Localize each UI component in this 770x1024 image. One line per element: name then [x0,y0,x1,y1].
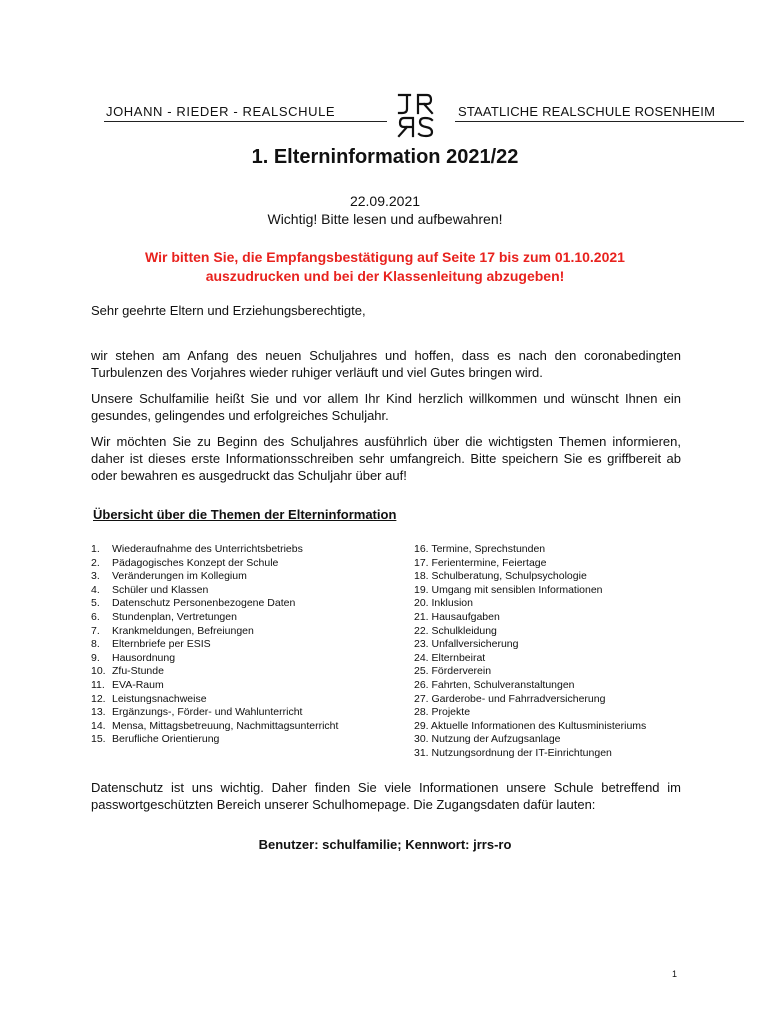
toc-item: 22. Schulkleidung [414,624,497,637]
toc-item: 27. Garderobe- und Fahrradversicherung [414,692,606,705]
toc-item: 12. Leistungsnachweise [91,692,207,705]
school-name-right: STAATLICHE REALSCHULE ROSENHEIM [458,104,716,119]
toc-item: 17. Ferientermine, Feiertage [414,556,547,569]
toc-item: 28. Projekte [414,706,471,719]
toc-item: 6. Stundenplan, Vertretungen [91,610,237,623]
document-title: 1. Elterninformation 2021/22 [251,146,519,168]
header-rule-left [104,121,387,122]
salutation: Sehr geehrte Eltern und Erziehungsberechtigte, [91,303,366,318]
toc-item: 9. Hausordnung [91,651,176,664]
school-name-left: JOHANN - RIEDER - REALSCHULE [106,104,336,119]
paragraph-intro: wir stehen am Anfang des neuen Schuljahres und hoffen, dass es nach den coronabedingten Turbulenzen des Vorjahres wieder ruhiger verläuft und viel Gutes bringen wird. [91,348,681,380]
toc-item: 1. Wiederaufnahme des Unterrichtsbetriebs [91,543,303,555]
header-rule-right [455,121,744,122]
toc-item: 15. Berufliche Orientierung [91,733,220,746]
important-note: Wichtig! Bitte lesen und aufbewahren! [267,211,503,227]
toc-item: 25. Förderverein [414,665,492,678]
notice-line-2: auszudrucken und bei der Klassenleitung abzugeben! [205,268,565,284]
toc-item: 26. Fahrten, Schulveranstaltungen [414,678,575,691]
toc-item: 29. Aktuelle Informationen des Kultusministeriums [414,719,647,732]
toc-item: 30. Nutzung der Aufzugsanlage [414,733,561,746]
login-credentials: Benutzer: schulfamilie; Kennwort: jrrs-ro [258,837,512,852]
toc-item: 24. Elternbeirat [414,651,486,664]
paragraph-datenschutz: Datenschutz ist uns wichtig. Daher finden Sie viele Informationen unsere Schule betreffend im passwortgeschützten Bereich unserer Schulhomepage. Die Zugangsdaten dafür lauten: [91,780,681,812]
confirmation-notice [60,248,710,286]
toc-item: 18. Schulberatung, Schulpsychologie [414,570,587,583]
toc-item: 23. Unfallversicherung [414,638,519,651]
toc-heading: Übersicht über die Themen der Elterninformation [93,507,397,522]
toc-item: 7. Krankmeldungen, Befreiungen [91,624,254,637]
document-date: 22.09.2021 [349,193,421,209]
toc-list-left [91,543,338,747]
paragraph-information: Wir möchten Sie zu Beginn des Schuljahres ausführlich über die wichtigsten Themen informieren, daher ist dieses erste Informationsschreiben sehr umfangreich. Bitte speichern Sie es griffbereit ab oder bewahren es ausgedruckt das Schuljahr über auf! [91,434,681,483]
page-number: 1 [672,969,678,979]
toc-item: 21. Hausaufgaben [414,610,500,623]
toc-item: 13. Ergänzungs-, Förder- und Wahlunterricht [91,706,303,719]
toc-item: 8. Elternbriefe per ESIS [91,638,211,651]
school-logo-icon [396,92,436,138]
toc-item: 14. Mensa, Mittagsbetreuung, Nachmittagsunterricht [91,719,339,732]
toc-item: 11. EVA-Raum [91,678,164,691]
toc-item: 4. Schüler und Klassen [91,583,209,596]
toc-item: 3. Veränderungen im Kollegium [91,570,247,583]
toc-list-right [414,543,646,761]
toc-item: 2. Pädagogisches Konzept der Schule [91,556,279,569]
toc-item: 5. Datenschutz Personenbezogene Daten [91,597,296,610]
toc-item: 31. Nutzungsordnung der IT-Einrichtungen [414,746,612,759]
toc-item: 16. Termine, Sprechstunden [414,543,546,555]
toc-item: 19. Umgang mit sensiblen Informationen [414,583,603,596]
toc-item: 20. Inklusion [414,597,473,610]
toc-item: 10. Zfu-Stunde [91,665,164,678]
notice-line-1: Wir bitten Sie, die Empfangsbestätigung auf Seite 17 bis zum 01.10.2021 [145,249,625,265]
paragraph-welcome: Unsere Schulfamilie heißt Sie und vor allem Ihr Kind herzlich willkommen und wünscht Ihnen ein gesundes, gelingendes und erfolgreiches Schuljahr. [91,391,681,423]
